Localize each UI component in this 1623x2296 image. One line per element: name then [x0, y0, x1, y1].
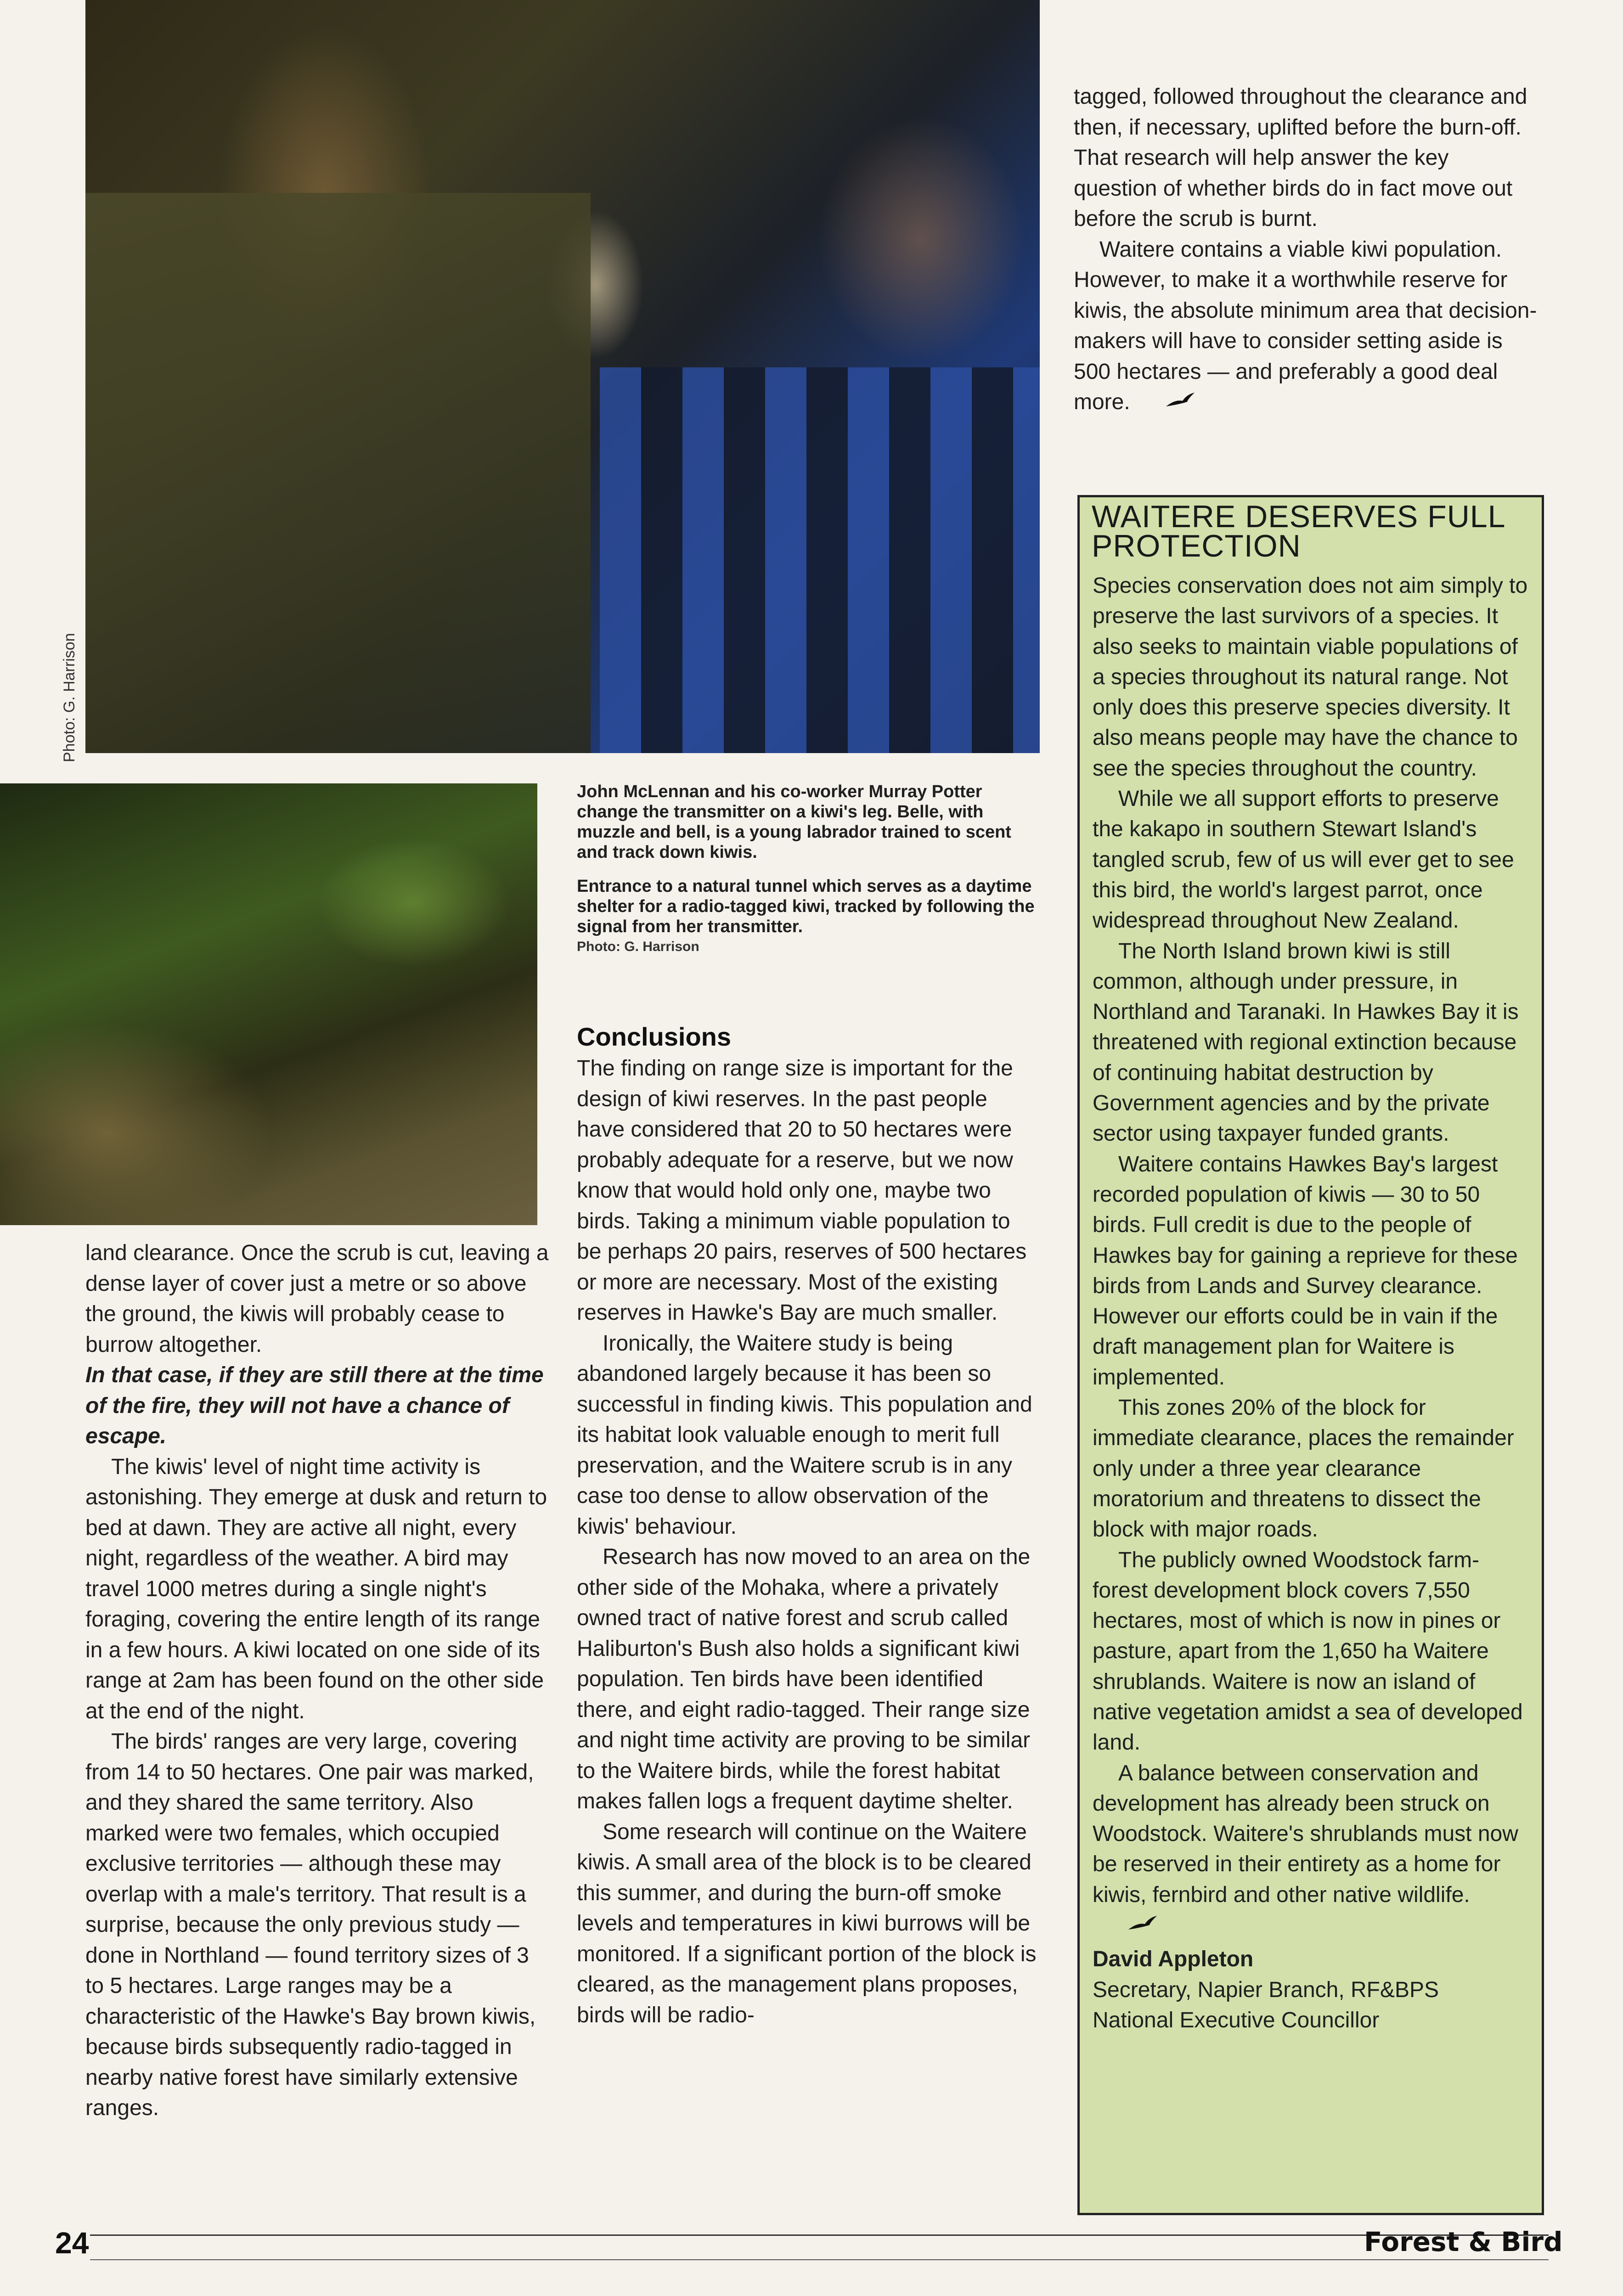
sidebar-body	[1093, 571, 1533, 2036]
photo-figure-right	[600, 367, 1040, 753]
photo-tunnel-entrance	[0, 783, 537, 1225]
signature-line: National Executive Councillor	[1093, 2008, 1380, 2032]
page-number: 24	[55, 2226, 89, 2260]
bird-icon	[1101, 1910, 1159, 1941]
sidebar-paragraph: Waitere contains Hawkes Bay's largest recorded population of kiwis — 30 to 50 birds. Full credit is due to the people of Hawkes bay for gaining a reprieve for these birds from Lands and Survey clearance. However our efforts could be in vain if the draft management plan for Waitere is implemented.	[1093, 1152, 1518, 1390]
col2-paragraph: Ironically, the Waitere study is being abandoned largely because it has been so successful in finding kiwis. This population and its habitat look valuable enough to merit full preservation, and the Waitere scrub is in any case too dense to allow observation of the kiwis' behaviour.	[577, 1331, 1032, 1539]
col3-paragraph-text: Waitere contains a viable kiwi population. However, to make it a worthwhile reserve for kiwis, the absolute minimum area that decision-makers will have to consider setting aside is 500 hectares — and preferably a good deal more.	[1074, 237, 1537, 414]
sidebar-paragraph	[1093, 1758, 1533, 1941]
sidebar-paragraph-text: A balance between conservation and development has already been struck on Woodstock. Waitere's shrublands must now be reserved in their entirety as a home for kiwis, fernbird and other native wildlife.	[1093, 1761, 1518, 1907]
bird-icon	[1138, 387, 1196, 418]
sidebar-paragraph: This zones 20% of the block for immediate clearance, places the remainder only under a three year clearance moratorium and threatens to dissect the block with major roads.	[1093, 1396, 1514, 1542]
col2-paragraph: The finding on range size is important for the design of kiwi reserves. In the past people have considered that 20 to 50 hectares were probably adequate for a reserve, but we now know that would hold only one, maybe two birds. Taking a minimum viable population to be perhaps 20 pairs, reserves of 500 hectares or more are necessary. Most of the existing reserves in Hawke's Bay are much smaller.	[577, 1056, 1027, 1325]
col3-paragraph: tagged, followed throughout the clearance and then, if necessary, uplifted before the burn-off. That research will help answer the key question of whether birds do in fact move out before the scrub is burnt.	[1074, 84, 1527, 231]
col1-paragraph: land clearance. Once the scrub is cut, leaving a dense layer of cover just a metre or so above the ground, the kiwis will probably cease to burrow altogether.	[85, 1241, 549, 1357]
magazine-name: Forest & Bird	[1364, 2226, 1563, 2257]
sidebar-paragraph: The publicly owned Woodstock farm-forest development block covers 7,550 hectares, most of which is now in pines or pasture, apart from the 1,650 ha Waitere shrublands. Waitere is now an island of native vegetation amidst a sea of developed land.	[1093, 1548, 1523, 1755]
footer-rule	[90, 2234, 1549, 2236]
col1-paragraph: The kiwis' level of night time activity is astonishing. They emerge at dusk and return to bed at dawn. They are active all night, every night, regardless of the weather. A bird may travel 1000 metres during a single night's foraging, covering the entire length of its range in a few hours. A kiwi located on one side of its range at 2am has been found on the other side at the end of the night.	[85, 1454, 547, 1723]
sidebar-paragraph: The North Island brown kiwi is still common, although under pressure, in Northland and Taranaki. In Hawkes Bay it is threatened with regional extinction because of continuing habitat destruction by Government agencies and by the private sector using taxpayer funded grants.	[1093, 939, 1519, 1146]
col2-paragraph: Research has now moved to an area on the other side of the Mohaka, where a privately owned tract of native forest and scrub called Haliburton's Bush also holds a significant kiwi population. Ten birds have been identified there, and eight radio-tagged. Their range size and night time activity are proving to be similar to the Waitere birds, while the forest habitat makes fallen logs a frequent daytime shelter.	[577, 1545, 1031, 1813]
captions	[577, 782, 1041, 955]
column-1	[85, 1238, 549, 2124]
signature-line: Secretary, Napier Branch, RF&BPS	[1093, 1977, 1439, 2002]
col1-emphasis: In that case, if they are still there at the time of the fire, they will not have a chance of escape.	[85, 1363, 544, 1448]
col3-paragraph	[1074, 235, 1538, 418]
caption-photo-credit: Photo: G. Harrison	[577, 939, 699, 954]
sidebar-paragraph: Species conservation does not aim simply to preserve the last survivors of a species. It also seeks to maintain viable populations of a species throughout its natural range. Not only does this preserve species diversity. It also means people may have the chance to see the species throughout the country.	[1093, 574, 1528, 781]
photo-credit-main: Photo: G. Harrison	[61, 633, 78, 762]
sidebar-box	[1077, 495, 1544, 2215]
caption-2: Entrance to a natural tunnel which serves as a daytime shelter for a radio-tagged kiwi, tracked by following the signal from her transmitter.	[577, 877, 1035, 936]
caption-1: John McLennan and his co-worker Murray Potter change the transmitter on a kiwi's leg. Belle, with muzzle and bell, is a young labrador trained to scent and track down kiwis.	[577, 782, 1011, 862]
signature-name: David Appleton	[1093, 1947, 1254, 1972]
photo-figure-left	[85, 193, 591, 753]
column-2	[577, 1053, 1041, 2031]
sidebar-title: WAITERE DESERVES FULL PROTECTION	[1092, 499, 1505, 563]
footer-rule	[90, 2259, 1549, 2260]
col2-paragraph: Some research will continue on the Waitere kiwis. A small area of the block is to be cleared this summer, and during the burn-off smoke levels and temperatures in kiwi burrows will be monitored. If a significant portion of the block is cleared, as the management plans proposes, birds will be radio-	[577, 1819, 1037, 2027]
photo-kiwi-transmitter	[85, 0, 1040, 753]
col1-paragraph: The birds' ranges are very large, covering from 14 to 50 hectares. One pair was marked, and they shared the same territory. Also marked were two females, which occupied exclusive territories — although these may overlap with a male's territory. That result is a surprise, because the only previous study — done in Northland — found territory sizes of 3 to 5 hectares. Large ranges may be a characteristic of the Hawke's Bay brown kiwis, because birds subsequently radio-tagged in nearby native forest have similarly extensive ranges.	[85, 1729, 536, 2120]
section-heading-conclusions: Conclusions	[577, 1022, 732, 1051]
column-3	[1074, 82, 1538, 418]
sidebar-paragraph: While we all support efforts to preserve the kakapo in southern Stewart Island's tangled scrub, few of us will ever get to see this bird, the world's largest parrot, once widespread throughout New Zealand.	[1093, 787, 1514, 933]
